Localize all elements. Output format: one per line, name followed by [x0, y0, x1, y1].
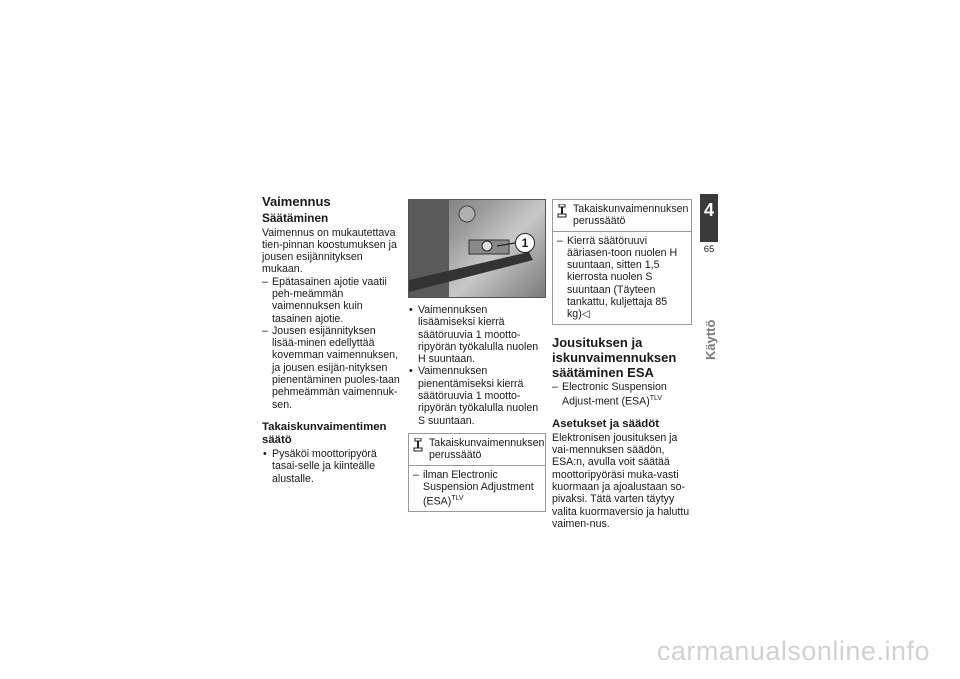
dash-list	[552, 381, 692, 408]
section-title: Jousituksen ja iskunvaimennuksen säätäminen ESA	[552, 334, 677, 380]
superscript: TLV	[451, 495, 464, 503]
watermark: carmanualsonline.info	[656, 636, 930, 666]
spec-box	[408, 433, 546, 512]
list-item: – Jousen esijännityksen lisää-minen edellyttää kovemman vaimennuksen, ja jousen esijän-nityksen pienentäminen puoles-taan pehmeämmän vaimennuk-sen.	[262, 325, 402, 411]
spec-box-header	[553, 200, 691, 232]
chapter-number: 4	[703, 200, 714, 220]
intro-text: Vaimennus on mukautettava tien-pinnan koostumuksen ja jousen esijännityksen mukaan.	[262, 226, 397, 276]
list-item: • Pysäköi moottoripyörä tasai-selle ja kiinteälle alustalle.	[262, 448, 402, 485]
subsection-title: Takaiskunvaimentimen säätö	[262, 420, 387, 446]
list-item: – Epätasainen ajotie vaatii peh-meämmän vaimennuksen kuin tasainen ajotie.	[262, 276, 402, 325]
list-item: • Vaimennuksen pienentämiseksi kierrä säätöruuvia 1 mootto-ripyörän työkalulla nuolen S suuntaan.	[408, 365, 546, 426]
spec-text: ilman Electronic Suspension Adjustment (ESA)	[423, 468, 534, 508]
column-right	[552, 199, 692, 530]
dash-list	[262, 276, 402, 411]
bullet-list	[262, 448, 402, 485]
spec-box	[552, 199, 692, 325]
shock-absorber-photo	[408, 199, 546, 298]
list-item: – Kierrä säätöruuvi ääriasen-toon nuolen H suuntaan, sitten 1,5 kierrosta nuolen S suuntaan (Täyteen tankattu, kuljettaja 85 kg)◁	[557, 235, 687, 321]
subsection-title: Säätäminen	[262, 211, 329, 225]
section-title: Vaimennus	[262, 194, 331, 209]
list-item: • Vaimennuksen lisäämiseksi kierrä säätöruuvia 1 mootto-ripyörän työkalulla nuolen H suuntaan.	[408, 304, 546, 365]
list-item	[413, 469, 541, 508]
list-item	[552, 381, 692, 408]
esa-text: Electronic Suspension Adjust-ment (ESA)	[562, 380, 667, 408]
callout-number: 1	[515, 233, 535, 253]
spec-box-body	[553, 232, 691, 324]
column-middle	[408, 199, 546, 512]
bullet-list	[408, 304, 546, 427]
superscript: TLV	[649, 394, 663, 402]
settings-text: Elektronisen jousituksen ja vai-mennuksen säädön, ESA:n, avulla voit säätää moottoripyöräsi muka-vasti kuormaan ja ajoalustaan so-pivaksi. Tätä varten täytyy valita kuormaversio ja haluttu vaimen-nus.	[552, 431, 690, 530]
page-number: 65	[703, 244, 715, 255]
spec-box-title: Takaiskunvaimennuksen perussäätö	[573, 203, 689, 228]
spec-box-title: Takaiskunvaimennuksen perussäätö	[429, 436, 545, 462]
wrench-icon	[413, 438, 425, 462]
spec-box-header	[409, 434, 545, 466]
spec-box-body	[409, 466, 545, 511]
subsection-title: Asetukset ja säädöt	[552, 417, 659, 430]
column-left	[262, 194, 402, 485]
chapter-tab-label: Käyttö	[703, 319, 718, 360]
wrench-icon	[557, 204, 569, 228]
chapter-marker	[700, 194, 718, 242]
